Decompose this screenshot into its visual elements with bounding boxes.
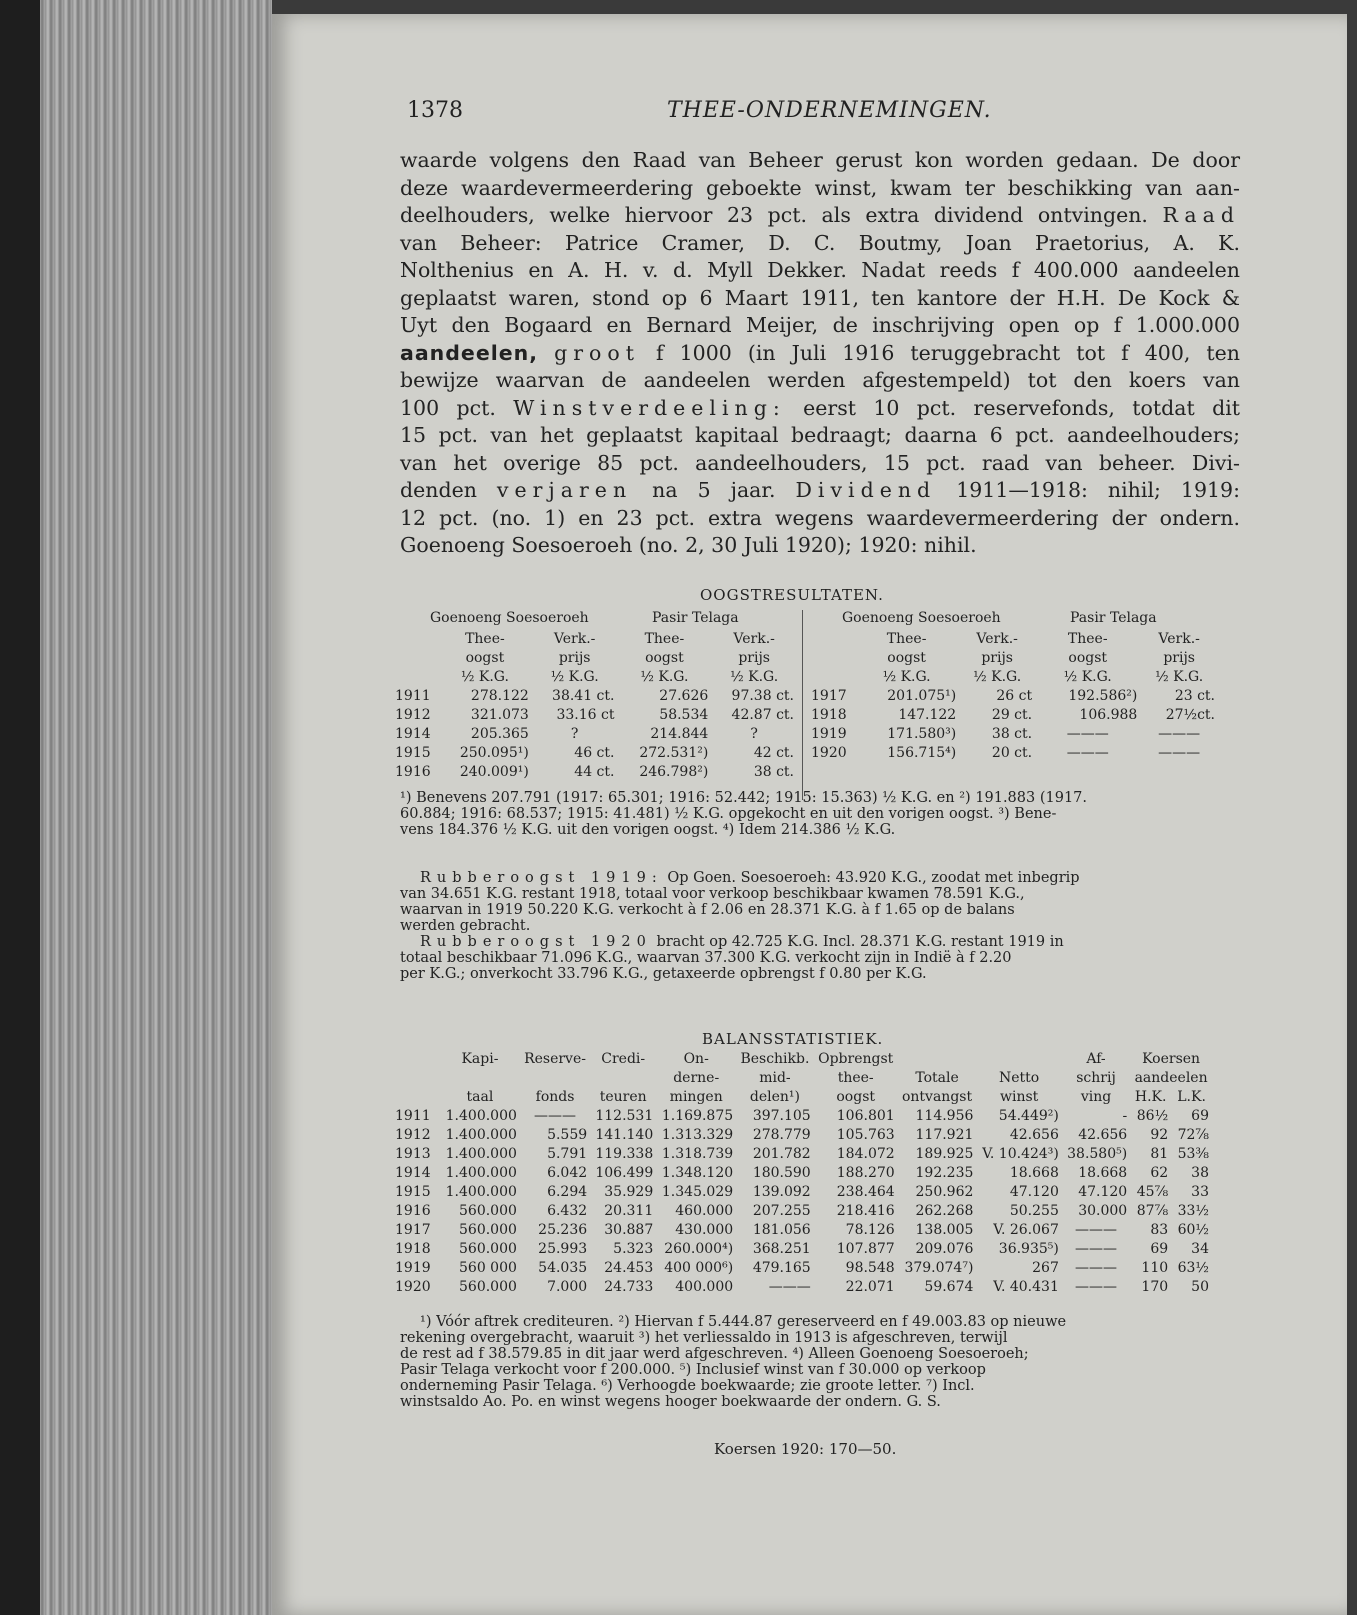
table-cell: 106.499 <box>595 1165 654 1181</box>
table-cell: 24.733 <box>604 1279 654 1295</box>
body-line: Uyt den Bogaard en Bernard Meijer, de inschrijving open op f 1.000.000 <box>400 313 1240 337</box>
table-cell: 460.000 <box>675 1203 734 1219</box>
rubber-paragraph: Rubberoogst 1919: Op Goen. Soesoeroeh: 43.920 K.G., zoodat met inbegrip van 34.651 K.G. restant 1918, totaal voor verkoop beschikbaar kwamen 78.591 K.G., waarvan in 1919 50.220 K.G. verkocht à f 2.06 en 28.371 K.G. à f 1.65 op de balans werden gebracht. Rubberoogst 1920 bracht op 42.725 K.G. Incl. 28.371 K.G. restant 1919 in totaal beschikbaar 71.096 K.G., waarvan 37.300 K.G. verkocht zijn in Indië à f 2.20 per K.G.; onverkocht 33.796 K.G., getaxeerde opbrengst f 0.80 per K.G. <box>400 870 1080 982</box>
table-cell: 430.000 <box>675 1222 734 1238</box>
table-cell: 20.311 <box>604 1203 654 1219</box>
table-cell: 5.559 <box>547 1127 588 1143</box>
table-cell: 45⅞ <box>1136 1184 1169 1200</box>
table-cell: 192.235 <box>915 1165 974 1181</box>
table-row <box>392 1145 1212 1164</box>
body-line: deze waardevermeerdering geboekte winst, kwam ter beschikking van aan- <box>400 175 1240 200</box>
table-cell: 400 000⁶) <box>664 1260 734 1276</box>
body-line: aandeelen, groot f 1000 (in Juli 1916 teruggebracht tot f 400, ten <box>400 340 1240 365</box>
table-cell: 1913 <box>395 1146 431 1162</box>
table-cell: 238.464 <box>836 1184 895 1200</box>
table-row: 1918 147.122 29 ct. 106.988 27½ct. <box>811 707 1215 723</box>
table-cell: 106.801 <box>836 1108 895 1124</box>
table-cell: 33 <box>1191 1184 1209 1200</box>
table-cell: 30.000 <box>1078 1203 1128 1219</box>
table-cell: 47.120 <box>1078 1184 1128 1200</box>
table-cell: 54.035 <box>538 1260 588 1276</box>
table-row <box>392 1240 1212 1259</box>
table-cell: 1.348.120 <box>661 1165 734 1181</box>
oogst-table-right: Thee- Verk.- Thee- Verk.- oogst prijs oogst prijs ½ K.G. ½ K.G. ½ K.G. ½ K.G. 1917 201.075¹) 26 ct 192.586²) 23 ct. 1918 147.122 29 ct. 106.988 27½ct. 1919 171.580³) 38 ct. ——— ——— 1920 156.715⁴) 20 ct. ——— ——— <box>808 630 1218 763</box>
table-cell: 69 <box>1150 1241 1169 1257</box>
table-cell: ——— <box>1075 1241 1118 1257</box>
table-row: 1917 201.075¹) 26 ct 192.586²) 23 ct. <box>811 688 1215 704</box>
table-cell: 35.929 <box>604 1184 654 1200</box>
table-cell: 83 <box>1150 1222 1169 1238</box>
table-cell: 59.674 <box>924 1279 974 1295</box>
table-cell: 98.548 <box>845 1260 895 1276</box>
body-line: denden verjaren na 5 jaar. Dividend 1911—1918: nihil; 1919: <box>400 478 1240 502</box>
table-cell: 1.318.739 <box>661 1146 734 1162</box>
table-row <box>392 1183 1212 1202</box>
table-cell: 50 <box>1191 1279 1209 1295</box>
table-cell: 1914 <box>395 1165 431 1181</box>
table-cell: 24.453 <box>604 1260 654 1276</box>
running-title: THEE-ONDERNEMINGEN. <box>667 98 992 123</box>
table-cell: 25.236 <box>538 1222 588 1238</box>
table-cell: ——— <box>768 1279 811 1295</box>
oogst-group-header: Goenoeng Soesoeroeh <box>430 610 589 626</box>
balans-footnotes: ¹) Vóór aftrek crediteuren. ²) Hiervan f 5.444.87 gereserveerd en f 49.003.83 op nieuwe rekening overgebracht, waaruit ³) het verliessaldo in 1913 is afgeschreven, terwijl de rest ad f 38.579.85 in dit jaar werd afgeschreven. ⁴) Alleen Goenoeng Soesoeroeh; Pasir Telaga verkocht voor f 200.000. ⁵) Inclusief winst van f 30.000 op verkoop onderneming Pasir Telaga. ⁶) Verhoogde boekwaarde; zie groote letter. ⁷) Incl. winstsaldo Ao. Po. en winst wegens hooger boekwaarde der ondern. G. S. <box>400 1314 1067 1410</box>
table-cell: 60½ <box>1177 1222 1209 1238</box>
table-row <box>392 1202 1212 1221</box>
table-cell: 1920 <box>395 1279 431 1295</box>
table-row: 1916 240.009¹) 44 ct. 246.798²) 38 ct. <box>395 764 794 780</box>
bold-term: aandeelen, <box>400 340 539 365</box>
table-cell: 1915 <box>395 1184 431 1200</box>
table-cell: 38 <box>1191 1165 1209 1181</box>
body-line: deelhouders, welke hiervoor 23 pct. als extra dividend ontvingen. Raad <box>400 203 1240 227</box>
body-line: bewijze waarvan de aandeelen werden afgestempeld) tot den koers van <box>400 368 1240 392</box>
table-cell: 38.580⁵) <box>1067 1146 1128 1162</box>
table-cell: 47.120 <box>1009 1184 1059 1200</box>
table-cell: 18.668 <box>1009 1165 1059 1181</box>
table-cell: 22.071 <box>845 1279 895 1295</box>
table-cell: ——— <box>1075 1222 1118 1238</box>
table-row: 1919 171.580³) 38 ct. ——— ——— <box>811 726 1201 742</box>
table-cell: V. 10.424³) <box>982 1146 1059 1162</box>
oogst-footnotes: ¹) Benevens 207.791 (1917: 65.301; 1916: 52.442; 1915: 15.363) ½ K.G. en ²) 191.883 (1917. 60.884; 1916: 68.537; 1915: 41.481) ½ K.G. opgekocht en uit den vorigen oogst. ³) Bene- vens 184.376 ½ K.G. uit den vorigen oogst. ⁴) Idem 214.386 ½ K.G. <box>400 790 1088 838</box>
table-cell: 92 <box>1150 1127 1169 1143</box>
table-cell: 86½ <box>1136 1108 1169 1124</box>
table-cell: 81 <box>1150 1146 1169 1162</box>
table-cell: 114.956 <box>915 1108 974 1124</box>
table-cell: 117.921 <box>915 1127 974 1143</box>
table-row: 1915 250.095¹) 46 ct. 272.531²) 42 ct. <box>395 745 794 761</box>
body-line: 100 pct. Winstverdeeling: eerst 10 pct. reservefonds, totdat dit <box>400 395 1240 420</box>
table-cell: 278.779 <box>752 1127 811 1143</box>
table-cell: 30.887 <box>604 1222 654 1238</box>
table-cell: 560.000 <box>459 1279 517 1295</box>
table-row <box>392 1107 1212 1126</box>
table-cell: 188.270 <box>836 1165 895 1181</box>
table-cell: 105.763 <box>836 1127 895 1143</box>
table-cell: 262.268 <box>915 1203 974 1219</box>
table-row <box>392 1278 1212 1297</box>
table-cell: 1.400.000 <box>445 1184 517 1200</box>
table-cell: 69 <box>1191 1108 1209 1124</box>
table-cell: 170 <box>1141 1279 1169 1295</box>
body-line: 12 pct. (no. 1) en 23 pct. extra wegens waardevermeerdering der ondern. <box>400 505 1240 530</box>
book-page-edges <box>0 0 272 1615</box>
table-divider <box>802 610 803 800</box>
table-cell: 479.165 <box>752 1260 811 1276</box>
table-cell: ——— <box>534 1108 577 1124</box>
body-line: geplaatst waren, stond op 6 Maart 1911, ten kantore der H.H. De Kock & <box>400 285 1240 310</box>
table-cell: 1911 <box>395 1108 431 1124</box>
table-cell: 1918 <box>395 1241 431 1257</box>
table-cell: 62 <box>1150 1165 1169 1181</box>
table-cell: 72⅞ <box>1177 1127 1209 1143</box>
oogst-group-header: Pasir Telaga <box>1070 610 1157 626</box>
oogst-table-left: Thee- Verk.- Thee- Verk.- oogst prijs oogst prijs ½ K.G. ½ K.G. ½ K.G. ½ K.G. 1911 278.122 38.41 ct. 27.626 97.38 ct. 1912 321.073 33.16 ct 58.534 42.87 ct. 1914 205.365 ? 214.844 ? 1915 250.095¹) 46 ct. 272.531²) 42 ct. 1916 240.009¹) 44 ct. 246.798²) 38 ct. <box>392 630 797 782</box>
table-cell: 1917 <box>395 1222 431 1238</box>
oogst-group-header: Pasir Telaga <box>652 610 739 626</box>
book-binding-shadow <box>0 0 40 1615</box>
body-line: Goenoeng Soesoeroeh (no. 2, 30 Juli 1920); 1920: nihil. <box>400 533 977 557</box>
table-cell: 50.255 <box>1009 1203 1059 1219</box>
koersen-line: Koersen 1920: 170—50. <box>714 1440 897 1458</box>
table-cell: 267 <box>1032 1260 1059 1276</box>
table-cell: 379.074⁷) <box>904 1260 974 1276</box>
table-cell: 7.000 <box>547 1279 588 1295</box>
body-paragraph <box>400 147 1240 560</box>
page-number: 1378 <box>407 98 463 123</box>
table-cell: 1912 <box>395 1127 431 1143</box>
table-cell: 138.005 <box>915 1222 974 1238</box>
table-cell: 218.416 <box>836 1203 895 1219</box>
table-cell: 6.432 <box>547 1203 588 1219</box>
table-cell: 1.400.000 <box>445 1108 517 1124</box>
body-line: waarde volgens den Raad van Beheer gerust kon worden gedaan. De door <box>400 148 1240 172</box>
table-cell: 207.255 <box>752 1203 811 1219</box>
oogst-group-header: Goenoeng Soesoeroeh <box>842 610 1001 626</box>
table-row <box>392 1259 1212 1278</box>
table-cell: 1.313.329 <box>661 1127 734 1143</box>
table-cell: 1916 <box>395 1203 431 1219</box>
table-row: 1914 205.365 ? 214.844 ? <box>395 726 758 742</box>
table-cell: 1.400.000 <box>445 1146 517 1162</box>
table-cell: 1.169.875 <box>661 1108 734 1124</box>
table-row <box>392 1164 1212 1183</box>
table-cell: 42.656 <box>1009 1127 1059 1143</box>
table-cell: 110 <box>1141 1260 1169 1276</box>
table-cell: 189.925 <box>915 1146 974 1162</box>
table-cell: 560.000 <box>459 1222 517 1238</box>
table-cell: 63½ <box>1177 1260 1209 1276</box>
table-cell: 6.294 <box>547 1184 588 1200</box>
table-cell: 560 000 <box>459 1260 517 1276</box>
table-cell: - <box>1122 1108 1128 1124</box>
table-cell: 1919 <box>395 1260 431 1276</box>
table-cell: 180.590 <box>752 1165 811 1181</box>
table-cell: 36.935⁵) <box>998 1241 1059 1257</box>
table-cell: ——— <box>1075 1260 1118 1276</box>
table-cell: 33½ <box>1177 1203 1209 1219</box>
table-cell: 201.782 <box>752 1146 811 1162</box>
table-cell: 560.000 <box>459 1241 517 1257</box>
body-line: van Beheer: Patrice Cramer, D. C. Boutmy, Joan Praetorius, A. K. <box>400 230 1240 255</box>
table-cell: 560.000 <box>459 1203 517 1219</box>
table-cell: 112.531 <box>595 1108 654 1124</box>
table-cell: 87⅞ <box>1136 1203 1169 1219</box>
table-cell: 54.449²) <box>998 1108 1059 1124</box>
table-cell: 107.877 <box>836 1241 895 1257</box>
table-cell: 184.072 <box>836 1146 895 1162</box>
table-cell: 139.092 <box>752 1184 811 1200</box>
book-page <box>272 14 1347 1615</box>
table-cell: 1.400.000 <box>445 1127 517 1143</box>
table-row <box>392 1126 1212 1145</box>
table-cell: 53⅜ <box>1177 1146 1209 1162</box>
table-cell: 42.656 <box>1078 1127 1128 1143</box>
table-cell: 18.668 <box>1078 1165 1128 1181</box>
balans-table: Kapi- Reserve- Credi- On- Beschikb. Opbrengst Af- Koersen derne- mid- thee- Totale Netto schrij aandeelen taal fonds teuren mingen delen¹) oogst ontvangst winst ving H.K. L.K. 1911 1.400.000 ——— 112.531 1.169.875 397.105 106.801 114.956 54.449²) - 86½ 69 1912 1.400.000 5.559 141.140 1.313.329 278.779 105.763 117.921 42.656 42.656 92 72⅞ 1913 1.400.000 5.791 119.338 1.318.739 201.782 184.072 189.925 V. 10.424³) 38.580⁵) 81 53⅜ 1914 1.400.000 6.042 106.499 1.348.120 180.590 188.270 192.235 18.668 18.668 62 38 1915 1.400.000 6.294 35.929 1.345.029 139.092 238.464 250.962 47.120 47.120 45⅞ 33 1916 560.000 6.432 20.311 460.000 207.255 218.416 262.268 50.255 30.000 87⅞ 33½ 1917 560.000 25.236 30.887 430.000 181.056 78.126 138.005 V. 26.067 ——— 83 60½ 1918 560.000 25.993 5.323 260.000⁴) 368.251 107.877 209.076 36.935⁵) ——— 69 34 1919 560 000 54.035 24.453 400 000⁶) 479.165 98.548 379.074⁷) 267 ——— 110 63½ 1920 560.000 7.000 24.733 400.000 ——— 22.071 59.674 V. 40.431 ——— 170 50 <box>392 1050 1212 1297</box>
table-row: 1920 156.715⁴) 20 ct. ——— ——— <box>811 745 1201 761</box>
oogst-title: OOGSTRESULTATEN. <box>700 586 884 604</box>
table-cell: 209.076 <box>915 1241 974 1257</box>
table-cell: 260.000⁴) <box>664 1241 734 1257</box>
table-cell: 400.000 <box>675 1279 734 1295</box>
table-cell: ——— <box>1075 1279 1118 1295</box>
table-cell: V. 26.067 <box>993 1222 1059 1238</box>
body-line: van het overige 85 pct. aandeelhouders, 15 pct. raad van beheer. Divi- <box>400 450 1240 475</box>
table-cell: 250.962 <box>915 1184 974 1200</box>
body-line: Nolthenius en A. H. v. d. Myll Dekker. Nadat reeds f 400.000 aandeelen <box>400 258 1240 282</box>
table-cell: V. 40.431 <box>993 1279 1059 1295</box>
table-cell: 1.400.000 <box>445 1165 517 1181</box>
table-cell: 141.140 <box>595 1127 654 1143</box>
table-cell: 397.105 <box>752 1108 811 1124</box>
table-row: 1912 321.073 33.16 ct 58.534 42.87 ct. <box>395 707 794 723</box>
table-cell: 1.345.029 <box>661 1184 734 1200</box>
table-cell: 78.126 <box>845 1222 895 1238</box>
table-cell: 25.993 <box>538 1241 588 1257</box>
table-cell: 119.338 <box>595 1146 654 1162</box>
table-cell: 181.056 <box>752 1222 811 1238</box>
table-row: 1911 278.122 38.41 ct. 27.626 97.38 ct. <box>395 688 794 704</box>
table-cell: 6.042 <box>547 1165 588 1181</box>
balans-title: BALANSSTATISTIEK. <box>702 1030 884 1048</box>
table-cell: 5.323 <box>613 1241 654 1257</box>
table-row <box>392 1221 1212 1240</box>
table-cell: 368.251 <box>752 1241 811 1257</box>
table-cell: 34 <box>1191 1241 1209 1257</box>
body-line: 15 pct. van het geplaatst kapitaal bedraagt; daarna 6 pct. aandeelhouders; <box>400 423 1240 447</box>
table-cell: 5.791 <box>547 1146 588 1162</box>
